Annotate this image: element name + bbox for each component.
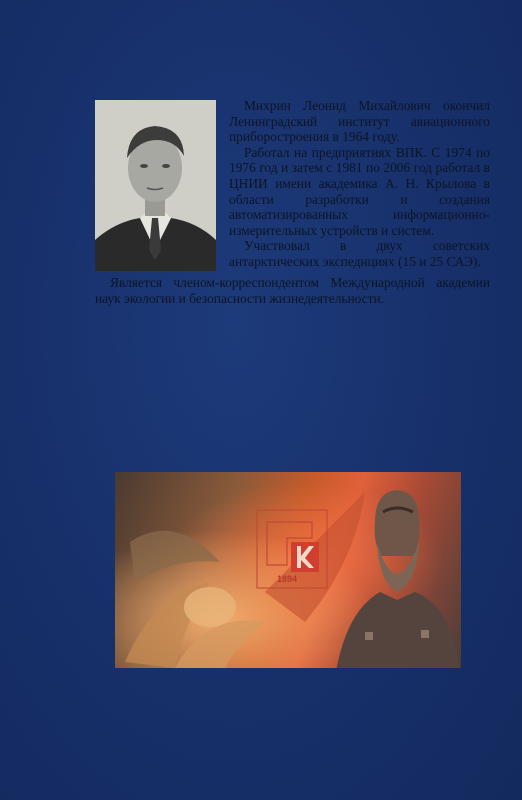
institute-collage-image	[115, 472, 461, 668]
bio-paragraph-2: Работал на предприятиях ВПК. С 1974 по 1976 год и затем с 1981 по 2006 год работал в ЦНИИ имени академика А. Н. Крылова в области разработки и создания автоматизированных информационно-измерительных устройств и систем.	[229, 144, 490, 238]
bio-paragraph-1: Михрин Леонид Михайлович окончил Ленинградский институт авиационного приборостроения в 1964 году.	[229, 98, 490, 145]
bio-paragraph-3: Участвовал в двух советских антарктических экспедициях (15 и 25 САЭ).	[229, 238, 490, 269]
biography	[95, 98, 490, 306]
author-portrait-photo	[95, 100, 216, 271]
bio-paragraph-4: Является членом-корреспондентом Международной академии наук экологии и безопасности жизнедеятельности.	[95, 275, 490, 306]
logo-year: 1894	[277, 574, 298, 584]
